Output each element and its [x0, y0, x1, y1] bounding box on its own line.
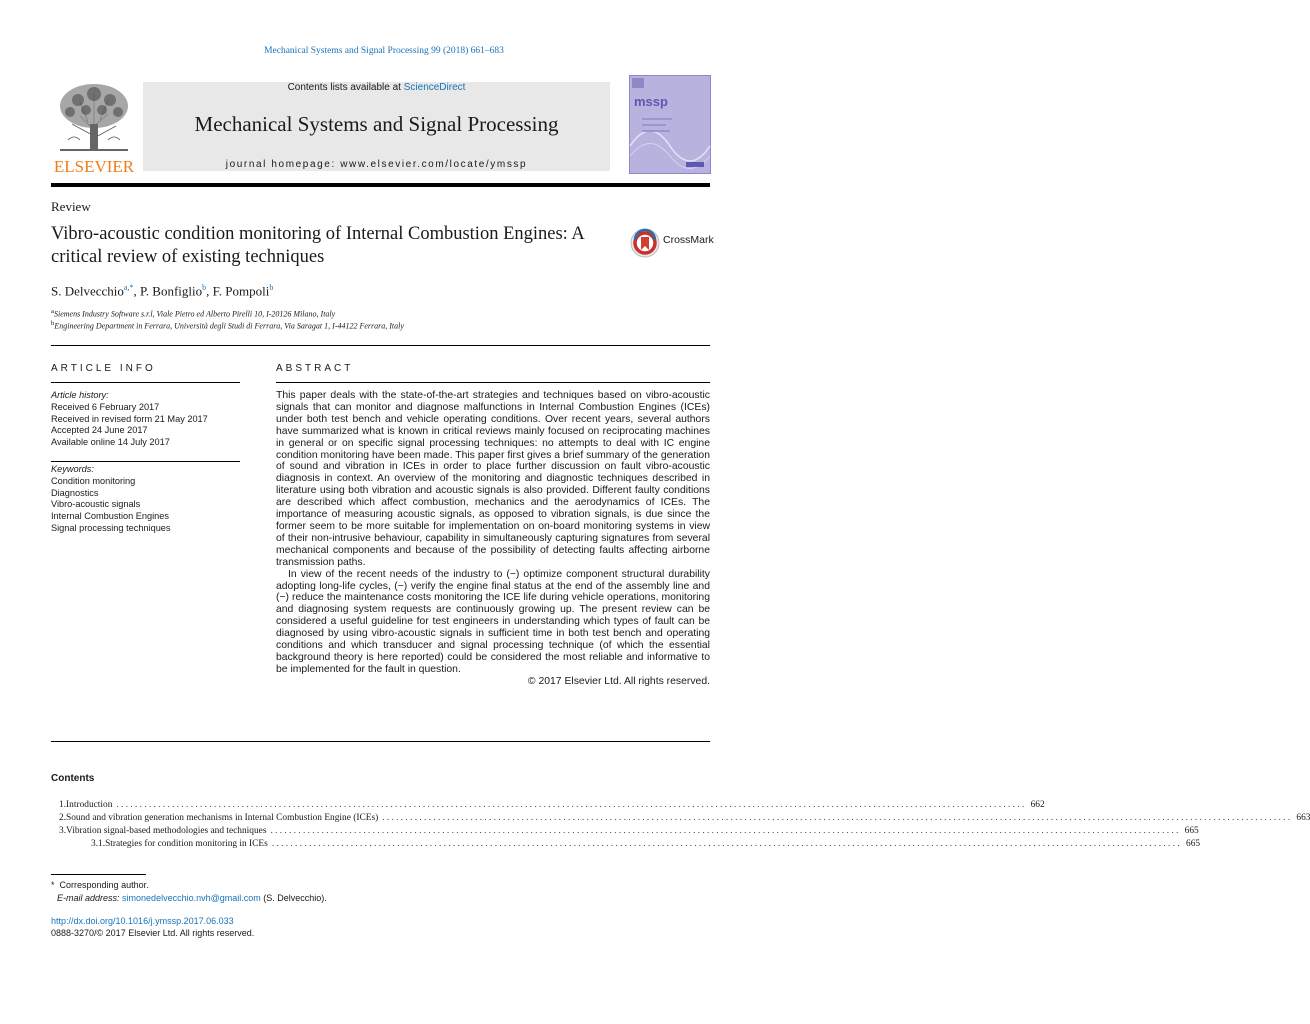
corresponding-author-note: Corresponding author. — [59, 880, 149, 890]
keyword: Internal Combustion Engines — [51, 511, 169, 522]
toc-number: 3. — [59, 826, 67, 836]
toc-title: Introduction — [66, 800, 113, 810]
affiliation — [51, 308, 335, 319]
toc-number: 1. — [59, 800, 67, 810]
toc-title: Vibration signal-based methodologies and techniques — [66, 826, 267, 836]
author-list: S. Delvecchio$^{a,*}$, P. Bonfiglio$^b$, F. Pompoli$^b$ — [51, 283, 274, 299]
toc-page: 663 — [1296, 813, 1310, 823]
article-info-divider — [51, 382, 240, 383]
crossmark-label: CrossMark — [663, 234, 714, 246]
keyword: Condition monitoring — [51, 475, 136, 486]
toc-leader: .................................................................................................................................................................................................... — [116, 800, 1027, 810]
abstract-body — [276, 390, 710, 688]
article-history — [51, 390, 240, 449]
cover-wave-graphic — [630, 76, 710, 173]
toc-entry[interactable] — [51, 813, 1310, 826]
toc-title: Strategies for condition monitoring in ICEs — [105, 839, 268, 849]
author-affiliation-mark[interactable]: b — [202, 283, 207, 292]
abstract-copyright: © 2017 Elsevier Ltd. All rights reserved. — [527, 675, 710, 687]
section-divider — [51, 345, 710, 346]
toc-page: 665 — [1184, 826, 1199, 836]
author-name: S. Delvecchio — [51, 283, 124, 299]
abstract-divider — [276, 382, 710, 383]
keywords — [51, 464, 240, 535]
affiliation — [51, 320, 404, 331]
toc-entry[interactable] — [51, 826, 1199, 839]
elsevier-wordmark: ELSEVIER — [53, 157, 135, 176]
article-history-label: Article history: — [51, 390, 109, 400]
article-type: Review — [51, 199, 91, 214]
journal-homepage[interactable]: journal homepage: www.elsevier.com/locate/ymssp — [225, 159, 528, 170]
sciencedirect-link[interactable]: ScienceDirect — [403, 82, 466, 93]
journal-cover-image[interactable] — [629, 75, 711, 174]
journal-title: Mechanical Systems and Signal Processing — [194, 112, 559, 136]
toc-leader: .................................................................................................................................................................................................... — [270, 826, 1181, 836]
keyword: Vibro-acoustic signals — [51, 499, 141, 510]
toc-leader: .................................................................................................................................................................................................... — [271, 839, 1182, 849]
author-email-link[interactable]: simonedelvecchio.nvh@gmail.com — [122, 892, 261, 903]
contents-heading: Contents — [51, 773, 95, 784]
toc-number: 3.1. — [91, 839, 106, 849]
email-owner: (S. Delvecchio). — [263, 892, 327, 903]
history-entry: Received 6 February 2017 — [51, 401, 160, 412]
abstract-paragraph: In view of the recent needs of the industry to (−) optimize component structural durability adopting long-life cycles, (−) verify the engine final status at the end of the assembly line and (−) reduce the maintenance costs monitoring the ICE life during vehicle operations, monitoring and diagnosing system requests are continuously growing up. The present review can be considered a useful guideline for test engineers in understanding which types of fault can be diagnosed by using vibro-acoustic signals in sufficient time in both test bench and operating conditions and which transducer and signal processing technique (of which the essential background theory is here reported) could be considered the most reliable and informative to be implemented for the fault in question. — [276, 568, 710, 675]
author-affiliation-mark[interactable]: a,* — [123, 283, 134, 292]
journal-reference[interactable]: Mechanical Systems and Signal Processing 99 (2018) 661–683 — [264, 46, 504, 56]
affiliation-mark: b — [51, 320, 55, 327]
abstract-heading: ABSTRACT — [276, 363, 354, 374]
toc-page: 662 — [1030, 800, 1045, 810]
footnote-star: * — [51, 880, 55, 890]
keywords-label: Keywords: — [51, 464, 94, 474]
header-divider — [51, 183, 710, 187]
author-name: P. Bonfiglio — [139, 283, 203, 299]
toc-number: 2. — [59, 813, 67, 823]
doi-block — [51, 916, 254, 939]
author-name: F. Pompoli — [212, 283, 270, 299]
keywords-divider — [51, 461, 240, 462]
toc-entry[interactable] — [51, 839, 1201, 852]
keyword: Signal processing techniques — [51, 522, 171, 533]
affiliation-text: Engineering Department in Ferrara, Università degli Studi di Ferrara, Via Saragat 1, I-44122 Ferrara, Italy — [54, 321, 404, 331]
author-affiliation-mark[interactable]: b — [269, 283, 274, 292]
elsevier-logo — [50, 80, 138, 175]
footnote — [51, 879, 327, 904]
history-entry: Received in revised form 21 May 2017 — [51, 413, 208, 424]
toc-page: 665 — [1186, 839, 1201, 849]
article-title: Vibro-acoustic condition monitoring of Internal Combustion Engines: A critical review of existing techniques — [51, 224, 584, 267]
article-info-heading: ARTICLE INFO — [51, 363, 156, 374]
toc-entry[interactable] — [51, 800, 1045, 813]
doi-link[interactable]: http://dx.doi.org/10.1016/j.ymssp.2017.06.033 — [51, 916, 234, 926]
section-divider — [51, 741, 710, 742]
abstract-paragraph: This paper deals with the state-of-the-art strategies and techniques based on vibro-acoustic signals that can monitor and diagnose malfunctions in Internal Combustion Engines (ICEs) under both test bench and vehicle operating conditions. Over recent years, several authors have summarized what is known in critical reviews mainly focused on reciprocating machines in general or on specific signal processing techniques: no attempts to deal with IC engine condition monitoring have been made. This paper first gives a brief summary of the generation of sound and vibration in ICEs in order to place further discussion on fault vibro-acoustic diagnosis in context. An overview of the monitoring and diagnostic techniques described in literature using both vibration and acoustic signals is also provided. Different faulty conditions are described which affect combustion, mechanics and the aerodynamics of ICEs. The importance of measuring acoustic signals, as opposed to vibration signals, is due since the former seem to be more suitable for implementation on on-board monitoring systems in view of their non-intrusive behaviour, capability in simultaneously capturing signatures from several mechanical components and because of the possibility of detecting faults affecting airborne transmission paths. — [276, 390, 710, 568]
email-label: E-mail address: — [57, 892, 120, 903]
history-entry: Accepted 24 June 2017 — [51, 425, 148, 436]
affiliation-text: Siemens Industry Software s.r.l, Viale Pietro ed Alberto Pirelli 10, I-20126 Milano, Italy — [53, 309, 336, 319]
issn-line: 0888-3270/© 2017 Elsevier Ltd. All rights reserved. — [51, 927, 255, 938]
footnote-divider — [51, 874, 146, 875]
affiliation-mark: a — [51, 308, 54, 315]
crossmark-icon — [630, 228, 660, 258]
contents-available-line — [143, 82, 610, 93]
cover-title: mssp — [634, 94, 668, 109]
crossmark-badge[interactable] — [630, 228, 714, 258]
toc-title: Sound and vibration generation mechanisms in Internal Combustion Engine (ICEs) — [66, 813, 379, 823]
contents-prefix: Contents lists available at — [287, 82, 404, 93]
keyword: Diagnostics — [51, 487, 99, 498]
toc-leader: .................................................................................................................................................................................................... — [382, 813, 1293, 823]
history-entry: Available online 14 July 2017 — [51, 437, 170, 448]
